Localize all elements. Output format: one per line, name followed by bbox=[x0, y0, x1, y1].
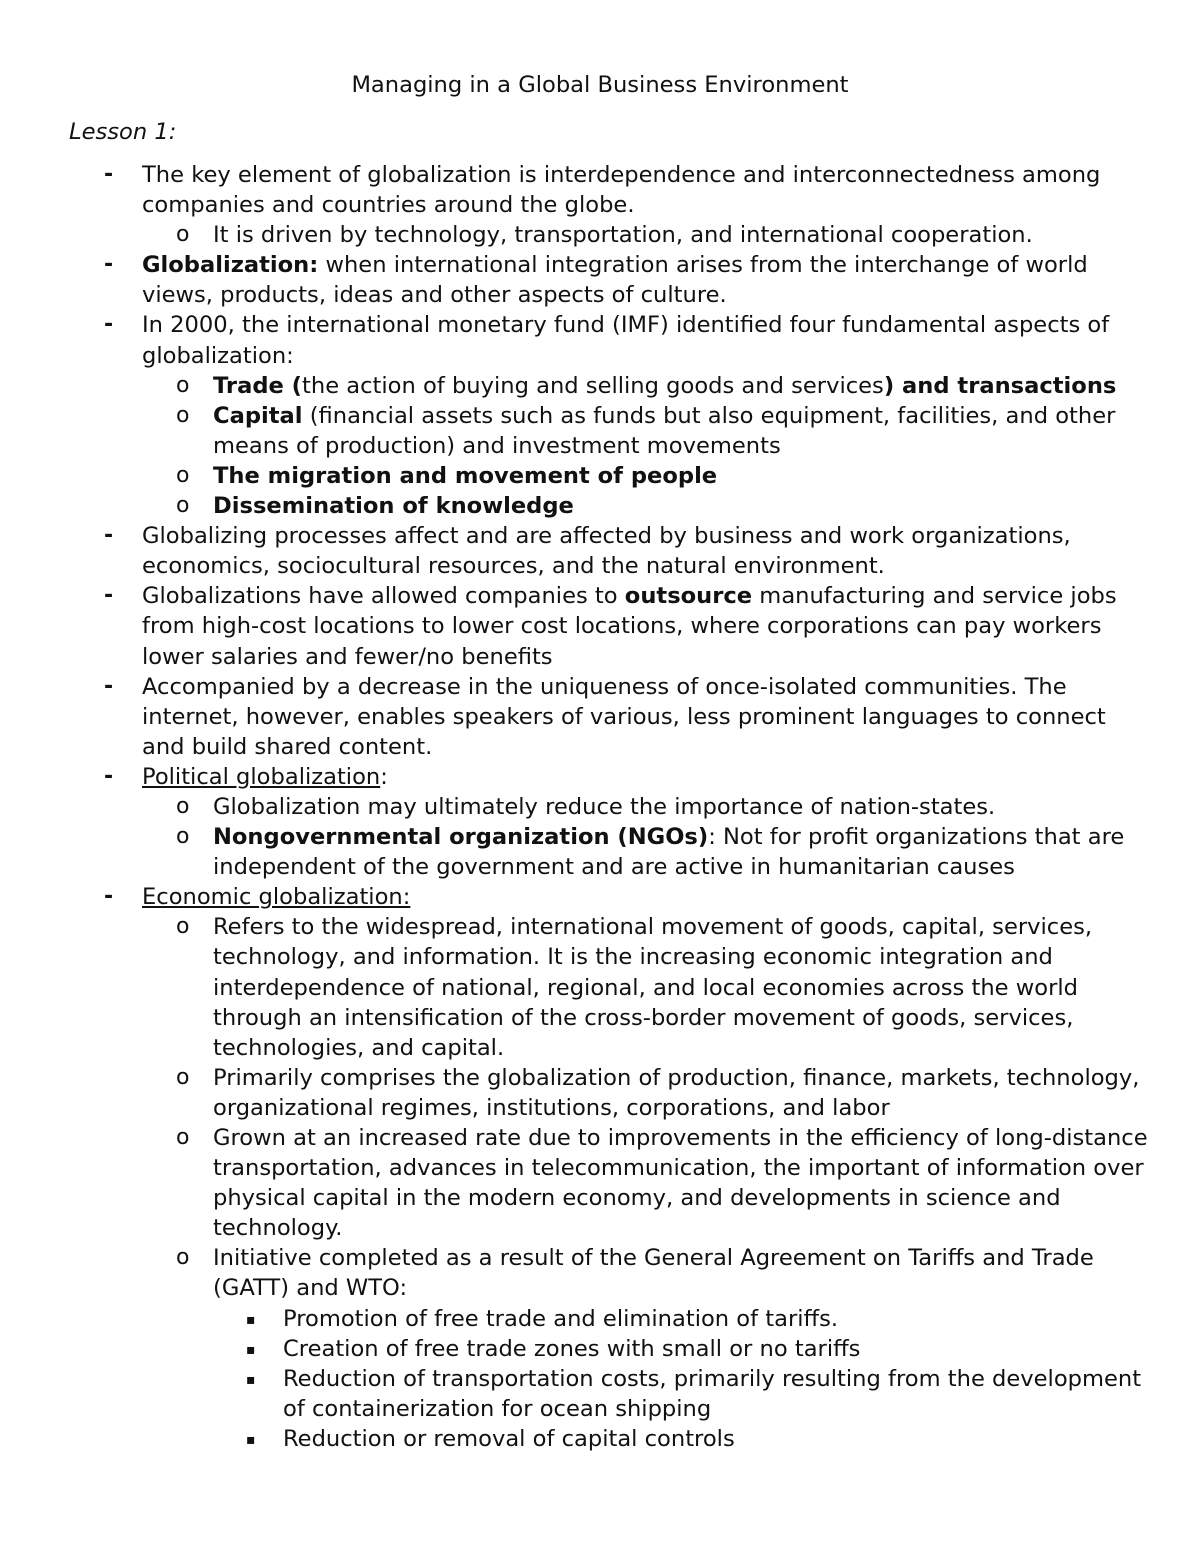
square-bullet-icon: ▪ bbox=[246, 1371, 256, 1388]
circle-bullet-icon: o bbox=[176, 222, 190, 248]
sub-bullet-item: o Grown at an increased rate due to improvements in the efficiency of long-distance transportation, advances in telecommunication, the important of information over physical capital in the modern economy, and developments in science and technology. bbox=[176, 1125, 1148, 1242]
lesson-heading: Lesson 1: bbox=[69, 119, 177, 145]
sub-bullet-item: o Globalization may ultimately reduce the importance of nation-states. bbox=[0, 792, 1200, 822]
dash-bullet-icon: - bbox=[104, 162, 114, 187]
circle-bullet-icon: o bbox=[176, 462, 190, 488]
square-bullet-icon: ▪ bbox=[246, 1311, 256, 1328]
circle-bullet-icon: o bbox=[176, 824, 190, 850]
sub-bullet-item bbox=[0, 491, 1200, 521]
circle-bullet-icon: o bbox=[176, 493, 190, 519]
term-globalization: Globalization: bbox=[142, 252, 319, 279]
circle-bullet-icon: o bbox=[176, 1125, 190, 1150]
dash-bullet-icon: - bbox=[104, 523, 114, 549]
sub-bullet-item: o Initiative completed as a result of the General Agreement on Tariffs and Trade (GATT) and WTO: bbox=[176, 1245, 1094, 1302]
term-ngos: Nongovernmental organization (NGOs) bbox=[213, 824, 709, 851]
circle-bullet-icon: o bbox=[176, 372, 190, 398]
bullet-item: - The key element of globalization is interdependence and interconnectedness among companies and countries around the globe. bbox=[104, 162, 1101, 219]
bullet-item: - Accompanied by a decrease in the uniqueness of once-isolated communities. The internet, however, enables speakers of various, less prominent languages to connect and build shared content. bbox=[104, 673, 1106, 760]
dash-bullet-icon: - bbox=[104, 312, 114, 338]
circle-bullet-icon: o bbox=[176, 1064, 190, 1090]
term-knowledge: Dissemination of knowledge bbox=[213, 493, 574, 520]
sub-bullet-item: o It is driven by technology, transportation, and international cooperation. bbox=[0, 220, 1200, 250]
document-title: Managing in a Global Business Environment bbox=[351, 72, 849, 98]
bullet-item: - Globalizing processes affect and are affected by business and work organizations, economics, sociocultural resources, and the natural environment. bbox=[104, 523, 1071, 580]
bullet-item: - Globalization: when international integration arises from the interchange of world views, products, ideas and other aspects of culture. bbox=[104, 252, 1088, 309]
sub-sub-bullet-item: ▪ Reduction or removal of capital controls bbox=[0, 1424, 1200, 1454]
term-capital: Capital bbox=[213, 402, 303, 429]
circle-bullet-icon: o bbox=[176, 1245, 190, 1271]
circle-bullet-icon: o bbox=[176, 793, 190, 819]
dash-bullet-icon: - bbox=[104, 763, 114, 789]
bullet-item: - Political globalization: bbox=[0, 762, 1200, 792]
sub-bullet-item: o Trade (the action of buying and selling goods and services) and transactions bbox=[0, 371, 1200, 401]
sub-sub-bullet-item: ▪ Reduction of transportation costs, primarily resulting from the development of containerization for ocean shipping bbox=[246, 1365, 1142, 1422]
sub-bullet-item bbox=[0, 461, 1200, 491]
economic-globalization-heading: Economic globalization: bbox=[142, 884, 411, 911]
bullet-item: - Globalizations have allowed companies to outsource manufacturing and service jobs from high-cost locations to lower cost locations, where corporations can pay workers lower salaries and fewer/no benefits bbox=[104, 583, 1117, 670]
dash-bullet-icon: - bbox=[104, 673, 114, 699]
bullet-item bbox=[0, 882, 1200, 912]
circle-bullet-icon: o bbox=[176, 402, 190, 428]
circle-bullet-icon: o bbox=[176, 914, 190, 940]
square-bullet-icon: ▪ bbox=[246, 1341, 256, 1358]
sub-bullet-item: o Capital (financial assets such as funds but also equipment, facilities, and other means of production) and investment movements bbox=[176, 402, 1116, 459]
dash-bullet-icon: - bbox=[104, 583, 114, 609]
term-migration: The migration and movement of people bbox=[213, 462, 718, 489]
square-bullet-icon: ▪ bbox=[246, 1431, 256, 1448]
political-globalization-heading: Political globalization bbox=[142, 763, 381, 790]
sub-bullet-item: o Primarily comprises the globalization of production, finance, markets, technology, organizational regimes, institutions, corporations, and labor bbox=[176, 1064, 1140, 1121]
term-outsource: outsource bbox=[624, 583, 753, 610]
term-trade: Trade ( bbox=[213, 372, 303, 399]
sub-sub-bullet-item: ▪ Promotion of free trade and elimination of tariffs. bbox=[0, 1304, 1200, 1334]
bullet-list bbox=[0, 160, 1200, 1454]
sub-sub-bullet-item: ▪ Creation of free trade zones with small or no tariffs bbox=[0, 1334, 1200, 1364]
sub-bullet-item: o Refers to the widespread, international movement of goods, capital, services, technology, and information. It is the increasing economic integration and interdependence of national, regional, and local economies across the world through an intensification of the cross-border movement of goods, services, technologies, and capital. bbox=[176, 914, 1093, 1061]
bullet-item: - In 2000, the international monetary fund (IMF) identified four fundamental aspects of globalization: bbox=[104, 312, 1110, 369]
dash-bullet-icon: - bbox=[104, 884, 114, 910]
sub-bullet-item: o Nongovernmental organization (NGOs): Not for profit organizations that are independent of the government and are active in humanitarian causes bbox=[176, 824, 1125, 881]
dash-bullet-icon: - bbox=[104, 252, 114, 278]
